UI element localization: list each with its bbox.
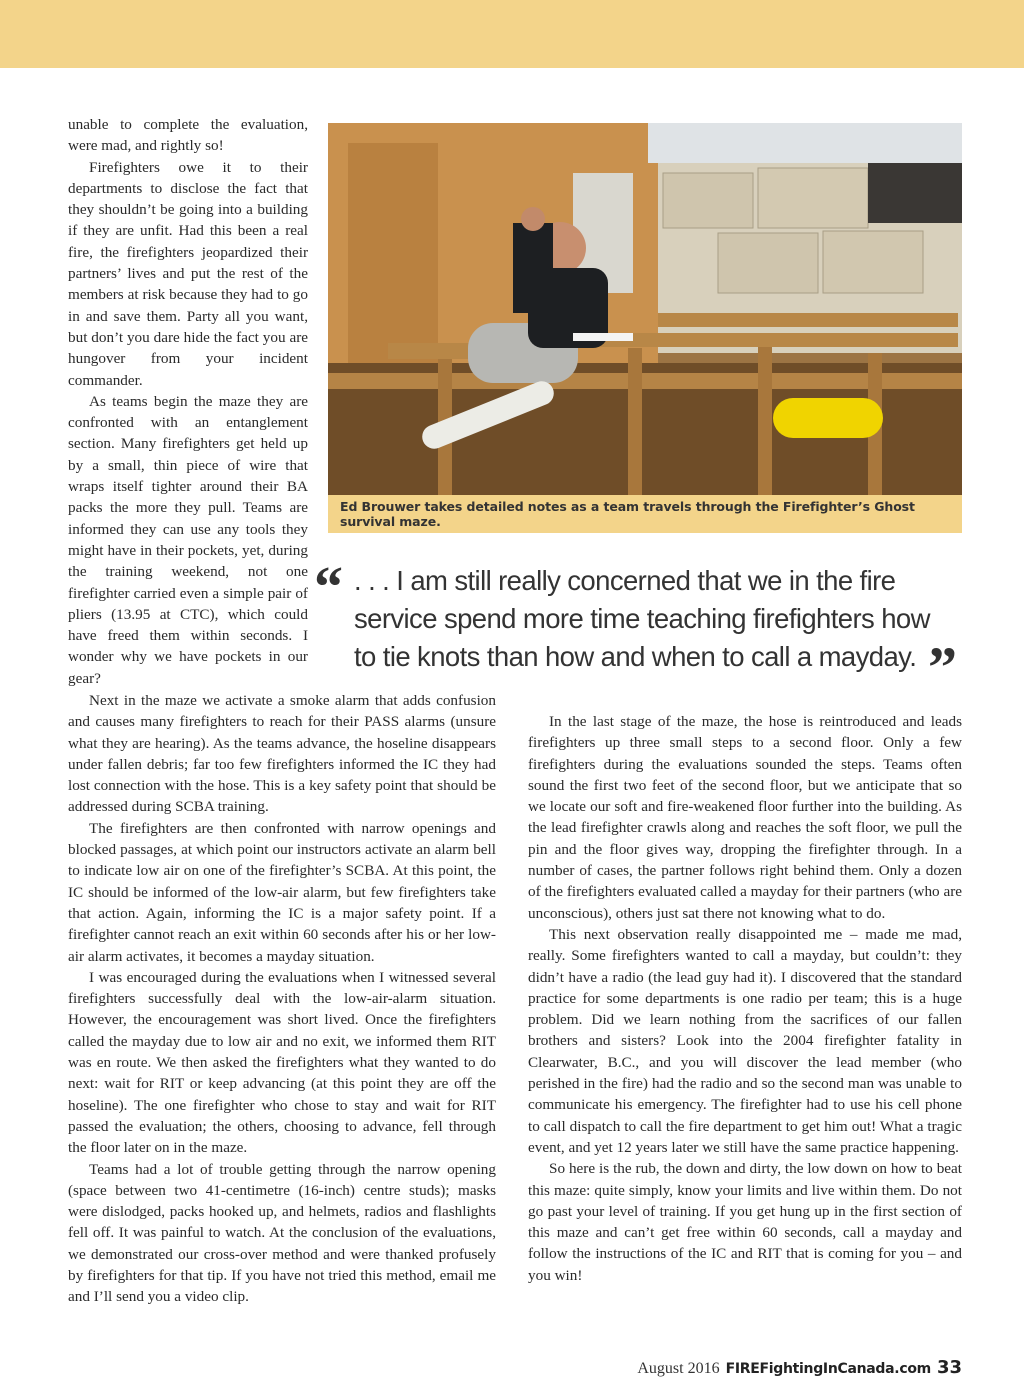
close-quote-mark: ” <box>928 635 957 700</box>
paragraph: As teams begin the maze they are confronted with an entanglement section. Many firefighters get held up by a small, thin piece of wire that wraps itself tighter around their BA packs the more they pull. Teams are informed they can use any tools they might have in their pockets, yet, during the training weekend, not one firefighter carried even a simple pair of pliers (13.95 at CTC), which could have freed them within seconds. I wonder why we have pockets in our gear? <box>68 392 308 687</box>
paragraph: In the last stage of the maze, the hose is reintroduced and leads firefighters up three small steps to a second floor. Only a few firefighters during the evaluations sounded the steps. Teams often sound the first two feet of the second floor, but we anticipate that so we locate our soft and fire-weakened floor further into the building. As the lead firefighter crawls along and reaches the soft floor, we pull the pin and the floor gives way, dropping the firefighter through. In a number of cases, the partner follows right behind them. Only a dozen of the firefighters evaluated called a mayday for their partners (who are unconscious), others just sat there not knowing what to do. <box>528 713 962 922</box>
pull-quote: . . . I am still really concerned that we in the fire service spend more time teaching firefighters how to tie knots than how and when to call a mayday. <box>354 565 930 672</box>
paragraph: The firefighters are then confronted with narrow openings and blocked passages, at which point our instructors activate an alarm bell to indicate low air on one of the firefighter’s SCBA. At this point, the IC should be informed of the low-air alarm, but few firefighters take that action. Again, informing the IC is a major safety point. If a firefighter cannot reach an exit within 60 seconds after his or her low-air alarm activates, it becomes a mayday situation. <box>68 819 496 965</box>
page-number: 33 <box>936 1357 962 1378</box>
paragraph: Teams had a lot of trouble getting through the narrow opening (space between two 41-centimetre (16-inch) centre studs); masks were dislodged, packs hooked up, and helmets, radios and flashlights fell off. It was painful to watch. At the conclusion of the evaluations, we demonstrated our cross-over method and were thanked profusely by firefighters for that tip. If you have not tried this method, email me and I’ll send you a video clip. <box>68 1160 496 1306</box>
paragraph: So here is the rub, the down and dirty, the low down on how to beat this maze: quite simply, know your limits and live within them. Do not go past your level of training. If you get hung up in the first section of this maze and can’t get free within 60 seconds, call a mayday and follow the instructions of the IC and RIT that is coming for you – and you win! <box>528 1160 962 1284</box>
body-column-3 <box>528 711 962 1286</box>
open-quote-mark: “ <box>314 554 343 619</box>
website-name: FIREFightingInCanada.com <box>725 1361 931 1377</box>
paragraph: Next in the maze we activate a smoke alarm that adds confusion and causes many firefighters to reach for their PASS alarms (unsure what they are hearing). As the teams advance, the hoseline disappears under fallen debris; far too few firefighters informed the IC they had lost connection with the hose. This is a key safety point that should be addressed during SCBA training. <box>68 692 496 816</box>
photo-caption: Ed Brouwer takes detailed notes as a team travels through the Firefighter’s Ghost survival maze. <box>328 495 962 533</box>
paragraph: This next observation really disappointed me – made me mad, really. Some firefighters wanted to call a mayday, but couldn’t: they didn’t have a radio (the lead guy had it). I discovered that the standard practice for some departments is one radio per team; this is a huge problem. Did we learn nothing from the sacrifices of our fallen brothers and sisters? Look into the 2004 firefighter fatality in Clearwater, B.C., and you will discover the lead member (who perished in the fire) had the radio and so the second man was unable to communicate his emergency. The firefighter had to use his cell phone to call dispatch to call the fire department to get him out! What a tragic event, and yet 12 years later we still have the same practice happening. <box>528 925 962 1156</box>
body-column-1 <box>68 114 308 689</box>
paragraph: Firefighters owe it to their departments to disclose the fact that they shouldn’t be going into a building if they are unfit. Had this been a real fire, the firefighters jeopardized their partners’ lives and put the rest of the members at risk because they had to go in and save them. Party all you want, but don’t you dare hide the fact you are hungover from your incident commander. <box>68 158 308 389</box>
paragraph: unable to complete the evaluation, were mad, and rightly so! <box>68 116 308 155</box>
body-column-2 <box>68 690 496 1308</box>
photo-illustration <box>328 123 962 495</box>
paragraph: I was encouraged during the evaluations when I witnessed several firefighters successfully deal with the low-air-alarm situation. However, the encouragement was short lived. Once the firefighters called the mayday due to low air and no exit, we informed them RIT was en route. We then asked the firefighters what they wanted to do next: wait for RIT or keep advancing (at this point they are off the hoseline). The one firefighter who chose to stay and wait for RIT passed the evaluation; the others, choosing to advance, fell through the floor later on in the maze. <box>68 968 496 1157</box>
header-accent-bar <box>0 0 1024 68</box>
issue-date: August 2016 <box>637 1360 720 1377</box>
article-photo <box>328 123 962 495</box>
